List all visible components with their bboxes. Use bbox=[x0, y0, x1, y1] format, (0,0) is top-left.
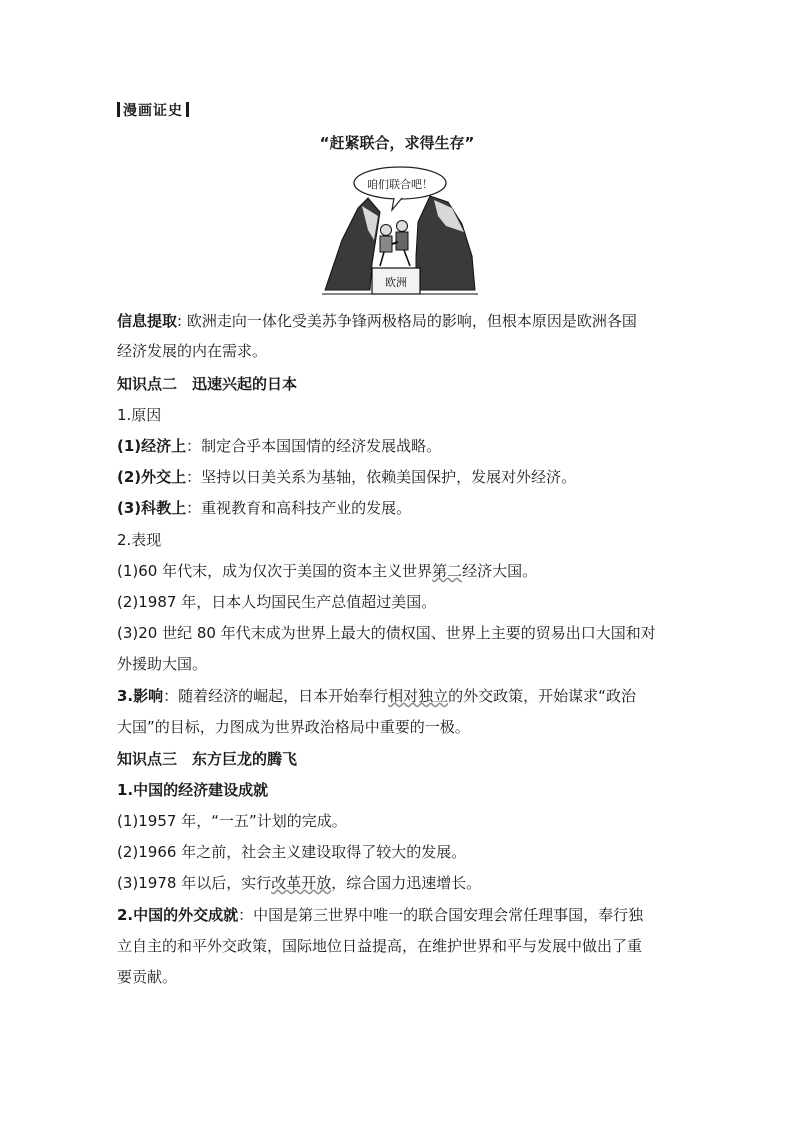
kp2-heading: 知识点二 迅速兴起的日本 bbox=[117, 375, 298, 393]
perf1-post: 经济大国。 bbox=[462, 562, 538, 580]
info-text-1: : 欧洲走向一体化受美苏争锋两极格局的影响，但根本原因是欧洲各国 bbox=[177, 312, 637, 330]
kp3-econ-1: (1)1957 年，“一五”计划的完成。 bbox=[117, 812, 347, 830]
kp2-perf-1 bbox=[117, 561, 682, 581]
section-tag bbox=[117, 101, 189, 121]
kp2-perf-title: 2.表现 bbox=[117, 531, 162, 549]
speech-text: 咱们联合吧！ bbox=[367, 178, 433, 191]
cartoon-illustration bbox=[320, 160, 480, 298]
econ3-pre: (3)1978 年以后，实行 bbox=[117, 874, 272, 892]
impact-label: 3.影响 bbox=[117, 687, 164, 705]
kp3-dip-line-2: 立自主的和平外交政策，国际地位日益提高，在维护世界和平与发展中做出了重 bbox=[117, 937, 643, 955]
figure-left-head bbox=[381, 225, 392, 236]
kp2-perf-3-line-2: 外援助大国。 bbox=[117, 655, 208, 673]
figure-right-head bbox=[397, 221, 408, 232]
kp2-cause-item bbox=[117, 436, 682, 456]
kp2-impact-line-1 bbox=[117, 686, 682, 706]
speech-bubble-tail bbox=[392, 198, 402, 210]
cause-text: ：制定合乎本国国情的经济发展战略。 bbox=[186, 437, 442, 455]
perf1-pre: (1)60 年代末，成为仅次于美国的资本主义世界 bbox=[117, 562, 433, 580]
dip-label: 2.中国的外交成就 bbox=[117, 906, 239, 924]
kp2-perf-3-line-1: (3)20 世纪 80 年代末成为世界上最大的债权国、世界上主要的贸易出口大国和对 bbox=[117, 624, 656, 642]
kp2-perf-2: (2)1987 年，日本人均国民生产总值超过美国。 bbox=[117, 593, 437, 611]
info-line-1 bbox=[117, 311, 682, 331]
figure-left-body bbox=[380, 236, 392, 252]
kp3-econ-title: 1.中国的经济建设成就 bbox=[117, 781, 269, 799]
cartoon-title: “赶紧联合，求得生存” bbox=[319, 134, 475, 152]
kp2-impact-line-2: 大国”的目标，力图成为世界政治格局中重要的一极。 bbox=[117, 718, 470, 736]
pedestal-sign: 欧洲 bbox=[385, 276, 407, 289]
kp2-cause-item bbox=[117, 467, 682, 487]
info-line-2: 经济发展的内在需求。 bbox=[117, 342, 268, 360]
impact-post: 的外交政策，开始谋求“政治 bbox=[448, 687, 636, 705]
econ3-post: ，综合国力迅速增长。 bbox=[331, 874, 482, 892]
cause-text: ：重视教育和高科技产业的发展。 bbox=[186, 499, 412, 517]
section-tag-text: 漫画证史 bbox=[123, 103, 183, 119]
figure-right-body bbox=[396, 232, 408, 250]
kp3-econ-3 bbox=[117, 873, 682, 893]
kp2-cause-title: 1.原因 bbox=[117, 406, 162, 424]
figure-right-leg bbox=[404, 250, 410, 266]
econ3-mark: 改革开放 bbox=[271, 874, 332, 892]
kp3-econ-2: (2)1966 年之前，社会主义建设取得了较大的发展。 bbox=[117, 843, 467, 861]
tag-bar-left bbox=[117, 102, 120, 117]
impact-mark: 相对独立 bbox=[388, 687, 449, 705]
perf1-mark: 第二 bbox=[432, 562, 463, 580]
cause-label: (1)经济上 bbox=[117, 437, 187, 455]
cause-text: ：坚持以日美关系为基轴，依赖美国保护，发展对外经济。 bbox=[186, 468, 577, 486]
kp3-dip-line-3: 要贡献。 bbox=[117, 968, 178, 986]
kp2-cause-item bbox=[117, 498, 682, 518]
impact-pre: ：随着经济的崛起，日本开始奉行 bbox=[163, 687, 389, 705]
cause-label: (3)科教上 bbox=[117, 499, 187, 517]
kp3-heading: 知识点三 东方巨龙的腾飞 bbox=[117, 750, 298, 768]
cause-label: (2)外交上 bbox=[117, 468, 187, 486]
tag-bar-right bbox=[186, 102, 189, 117]
kp3-dip-line-1 bbox=[117, 905, 682, 925]
figure-left-leg bbox=[380, 252, 384, 266]
dip-text-1: ：中国是第三世界中唯一的联合国安理会常任理事国，奉行独 bbox=[238, 906, 644, 924]
info-label: 信息提取 bbox=[117, 312, 178, 330]
